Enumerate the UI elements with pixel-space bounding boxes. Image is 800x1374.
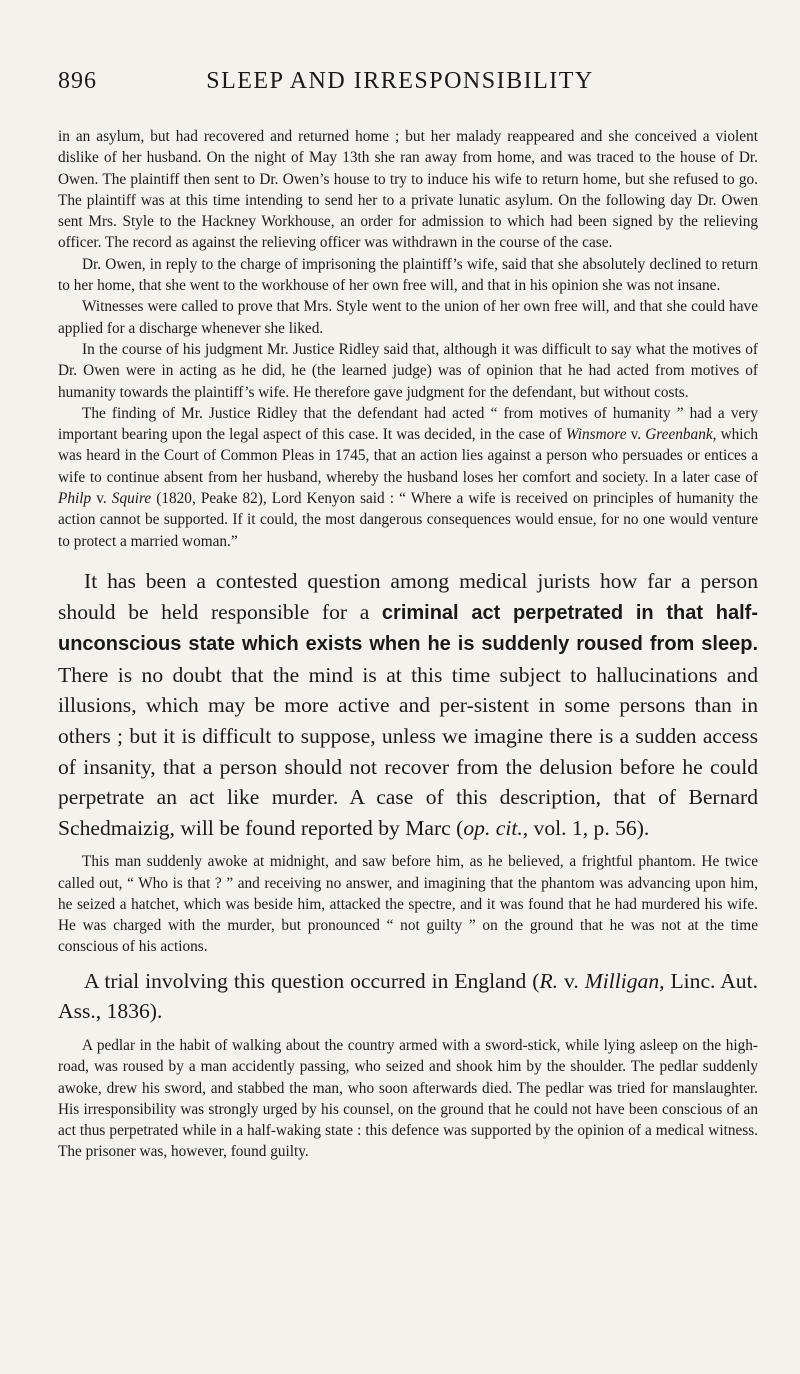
paragraph-continued: in an asylum, but had recovered and returned home ; but her malady reappeared and she conceived a violent dislike of her husband. On the night of May 13th she ran away from home, and was traced to the house of Dr. Owen. The plaintiff then sent to Dr. Owen’s house to try to induce his wife to return home, but she refused to go. The plaintiff was at this time intending to send her to a private lunatic asylum. On the following day Dr. Owen sent Mrs. Style to the Hackney Workhouse, an order for admission to which had been signed by the relieving officer. The record as against the relieving officer was withdrawn in the course of the case. xyxy=(58,128,758,252)
text-run: A trial involving this question occurred in England ( xyxy=(84,968,540,993)
text-run: Linc. Aut. Ass., 1836). xyxy=(58,968,758,1024)
case-name: Winsmore xyxy=(565,426,627,444)
text-run: It has been a contested question among medical jurists how far a person should be held responsible for a xyxy=(58,568,758,624)
case-name: Milligan, xyxy=(584,968,665,993)
text-run: v. xyxy=(558,968,585,993)
paragraph-contested-question xyxy=(58,566,758,843)
page-header xyxy=(58,68,742,102)
case-name: Philp xyxy=(58,490,92,508)
text-run: (1820, Peake 82), Lord Kenyon said : “ Where a wife is received on principles of humanity the action cannot be supported. If it could, the most dangerous consequences would ensue, for no one would venture to protect a married woman.” xyxy=(58,490,758,550)
text-run: The finding of Mr. Justice Ridley that the defendant had acted “ from motives of humanity ” had a very important bearing upon the legal aspect of this case. It was decided, in the case of xyxy=(58,404,758,444)
text-run: vol. 1, p. 56). xyxy=(528,815,650,840)
case-name: Squire xyxy=(111,490,152,508)
paragraph-owen-reply: Dr. Owen, in reply to the charge of imprisoning the plaintiff’s wife, said that she absolutely declined to return to her home, that she went to the workhouse of her own free will, and that in his opinion she was not insane. xyxy=(58,255,758,295)
citation: op. cit., xyxy=(463,815,529,840)
paragraph-trial-england xyxy=(58,966,758,1027)
text-run: v. xyxy=(91,490,112,508)
case-name: Greenbank, xyxy=(645,426,717,444)
paragraph-judgment: In the course of his judgment Mr. Justice Ridley said that, although it was difficult to say what the motives of Dr. Owen were in acting as he did, he (the learned judge) was of opinion that he had acted from motives of humanity towards the plaintiff’s wife. He therefore gave judgment for the defendant, but without costs. xyxy=(58,340,758,401)
paragraph-witnesses: Witnesses were called to prove that Mrs. Style went to the union of her own free will, and that she could have applied for a discharge whenever she liked. xyxy=(58,298,758,337)
text-run: which was heard in the Court of Common Pleas in 1745, that an action lies against a person who persuades or entices a wife to continue absent from her husband, whereby the husband loses her comfort and society. In a later case of xyxy=(58,426,758,486)
text-run: There is no doubt that the mind is at this time subject to hallucinations and illusions, which may be more active and per-sistent in some persons than in others ; but it is difficult to suppose, unless we imagine there is a sudden access of insanity, that a person should not recover from the delusion before he could perpetrate an act like murder. A case of this description, that of Bernard Schedmaizig, will be found reported by Marc ( xyxy=(58,662,758,840)
running-title: SLEEP AND IRRESPONSIBILITY xyxy=(206,68,594,94)
case-name: R. xyxy=(539,968,559,993)
paragraph-phantom-case: This man suddenly awoke at midnight, and saw before him, as he believed, a frightful phantom. He twice called out, “ Who is that ? ” and receiving no answer, and imagining that the phantom was advancing upon him, he seized a hatchet, which was beside him, attacked the spectre, and it was found that he had murdered his wife. He was charged with the murder, but pronounced “ not guilty ” on the ground that he was not at the time conscious of his actions. xyxy=(58,853,758,956)
emphasis-text: criminal act perpetrated in that half-unconscious state which exists when he is suddenly roused from sleep. xyxy=(58,601,759,656)
paragraph-legal-aspect xyxy=(58,403,758,552)
text-run: v. xyxy=(626,426,646,444)
page-body xyxy=(58,126,758,1163)
page-number: 896 xyxy=(58,68,97,94)
paragraph-pedlar-case: A pedlar in the habit of walking about the country armed with a sword-stick, while lying asleep on the high-road, was roused by a man accidently passing, who seized and shook him by the shoulder. The pedlar suddenly awoke, drew his sword, and stabbed the man, who soon afterwards died. The pedlar was tried for manslaughter. His irresponsibility was strongly urged by his counsel, on the ground that he could not have been conscious of an act thus perpetrated while in a half-waking state : this defence was supported by the opinion of a medical witness. The prisoner was, however, found guilty. xyxy=(58,1036,758,1161)
